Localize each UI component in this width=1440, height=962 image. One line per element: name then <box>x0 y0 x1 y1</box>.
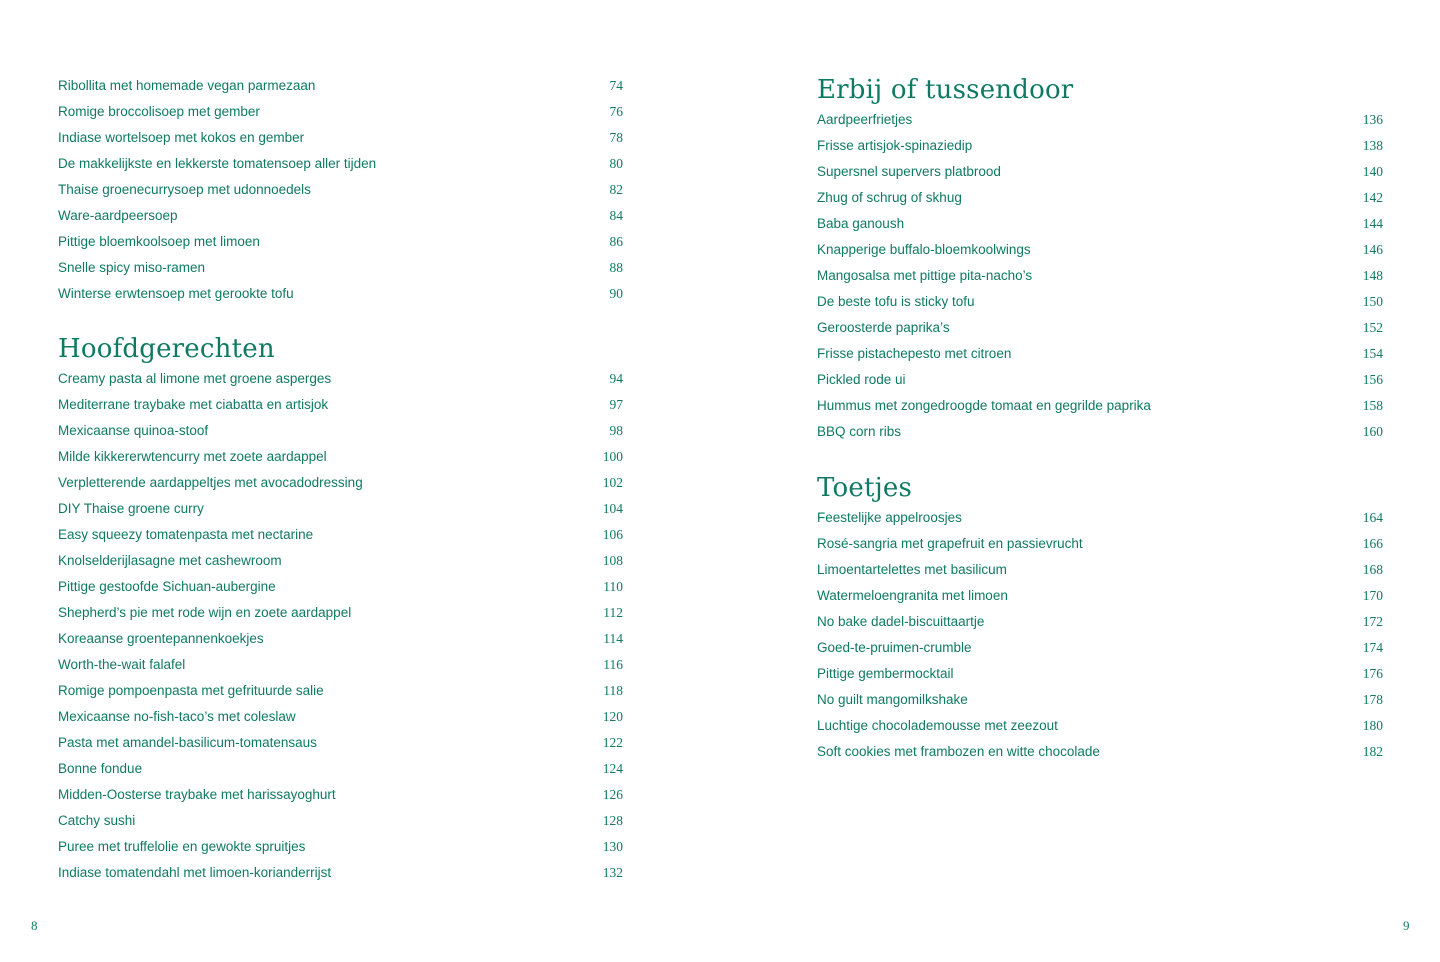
toc-entry-page-number: 146 <box>1362 242 1383 257</box>
toc-entry[interactable] <box>817 393 1383 419</box>
toc-entry-title: Frisse artisjok-spinaziedip <box>817 138 973 153</box>
toc-entry-title: Creamy pasta al limone met groene asperges <box>58 371 332 386</box>
toc-entry-page-number: 122 <box>602 735 623 750</box>
toc-entry[interactable] <box>58 366 623 392</box>
toc-entry-title: Easy squeezy tomatenpasta met nectarine <box>58 527 314 542</box>
toc-entry[interactable] <box>58 626 623 652</box>
toc-entry-title: Knapperige buffalo-bloemkoolwings <box>817 242 1031 257</box>
toc-entry[interactable] <box>817 237 1383 263</box>
section-entry-list <box>58 366 623 886</box>
toc-entry-title: De makkelijkste en lekkerste tomatensoep aller tijden <box>58 156 377 171</box>
toc-entry-page-number: 112 <box>603 605 623 620</box>
toc-entry-page-number: 80 <box>609 156 623 171</box>
toc-entry-title: Hummus met zongedroogde tomaat en gegrilde paprika <box>817 398 1151 413</box>
toc-entry-title: Pickled rode ui <box>817 372 906 387</box>
section-entry-list <box>817 505 1383 765</box>
toc-entry-title: Koreaanse groentepannenkoekjes <box>58 631 264 646</box>
toc-entry-page-number: 110 <box>603 579 623 594</box>
toc-entry[interactable] <box>58 834 623 860</box>
toc-entry-title: Thaise groenecurrysoep met udonnoedels <box>58 182 311 197</box>
toc-entry-title: DIY Thaise groene curry <box>58 501 204 516</box>
toc-entry-title: Mexicaanse quinoa-stoof <box>58 423 209 438</box>
toc-entry-title: Goed-te-pruimen-crumble <box>817 640 972 655</box>
toc-entry-title: Pittige bloemkoolsoep met limoen <box>58 234 260 249</box>
toc-entry-page-number: 174 <box>1362 640 1383 655</box>
toc-entry-page-number: 172 <box>1362 614 1383 629</box>
toc-entry-page-number: 82 <box>609 182 623 197</box>
section-heading: Hoofdgerechten <box>58 334 275 364</box>
toc-entry[interactable] <box>817 557 1383 583</box>
toc-entry-title: Indiase tomatendahl met limoen-korianderrijst <box>58 865 332 880</box>
toc-entry-title: Geroosterde paprika’s <box>817 320 950 335</box>
toc-entry-page-number: 168 <box>1362 562 1383 577</box>
toc-entry-page-number: 104 <box>602 501 623 516</box>
toc-entry-title: Milde kikkererwtencurry met zoete aardappel <box>58 449 327 464</box>
toc-entry-page-number: 148 <box>1362 268 1383 283</box>
toc-entry[interactable] <box>58 151 623 177</box>
toc-entry-title: Mangosalsa met pittige pita-nacho’s <box>817 268 1033 283</box>
toc-entry-page-number: 94 <box>609 371 623 386</box>
toc-entry-page-number: 156 <box>1362 372 1383 387</box>
toc-entry-page-number: 160 <box>1362 424 1383 439</box>
toc-entry-page-number: 118 <box>603 683 623 698</box>
toc-entry-title: Watermeloengranita met limoen <box>817 588 1008 603</box>
left-page-toc <box>58 73 623 886</box>
section-spacer <box>817 445 1383 471</box>
toc-entry[interactable] <box>58 574 623 600</box>
toc-entry[interactable] <box>58 255 623 281</box>
toc-entry-page-number: 140 <box>1362 164 1383 179</box>
toc-entry-title: Mexicaanse no-fish-taco’s met coleslaw <box>58 709 296 724</box>
toc-entry-page-number: 164 <box>1362 510 1383 525</box>
toc-entry[interactable] <box>58 704 623 730</box>
toc-entry[interactable] <box>58 730 623 756</box>
toc-entry-title: Romige pompoenpasta met gefrituurde salie <box>58 683 324 698</box>
section-heading: Erbij of tussendoor <box>817 75 1074 105</box>
toc-entry-title: Indiase wortelsoep met kokos en gember <box>58 130 305 145</box>
toc-entry[interactable] <box>58 203 623 229</box>
toc-entry[interactable] <box>817 505 1383 531</box>
toc-entry-title: Mediterrane traybake met ciabatta en artisjok <box>58 397 329 412</box>
toc-entry[interactable] <box>817 635 1383 661</box>
toc-entry-page-number: 128 <box>602 813 623 828</box>
toc-entry-title: Aardpeerfrietjes <box>817 112 913 127</box>
toc-entry[interactable] <box>817 367 1383 393</box>
toc-entry-page-number: 124 <box>602 761 623 776</box>
toc-entry-title: Romige broccolisoep met gember <box>58 104 260 119</box>
toc-entry-page-number: 74 <box>609 78 623 93</box>
toc-entry[interactable] <box>817 289 1383 315</box>
toc-entry[interactable] <box>58 281 623 307</box>
toc-entry[interactable] <box>58 177 623 203</box>
toc-entry[interactable] <box>58 808 623 834</box>
toc-entry[interactable] <box>58 678 623 704</box>
toc-entry-title: Catchy sushi <box>58 813 136 828</box>
toc-entry-title: Verpletterende aardappeltjes met avocadodressing <box>58 475 363 490</box>
toc-entry-title: Puree met truffelolie en gewokte spruitjes <box>58 839 306 854</box>
page-number-right: 9 <box>1403 918 1410 933</box>
toc-entry-title: De beste tofu is sticky tofu <box>817 294 975 309</box>
toc-entry-page-number: 182 <box>1362 744 1383 759</box>
soups-entry-list <box>58 73 623 307</box>
toc-entry[interactable] <box>58 548 623 574</box>
toc-entry-page-number: 126 <box>602 787 623 802</box>
toc-entry[interactable] <box>817 739 1383 765</box>
toc-entry-page-number: 76 <box>609 104 623 119</box>
toc-entry[interactable] <box>58 860 623 886</box>
toc-entry-page-number: 102 <box>602 475 623 490</box>
section-spacer <box>58 307 623 332</box>
toc-entry-title: Pittige gembermocktail <box>817 666 954 681</box>
toc-entry-page-number: 78 <box>609 130 623 145</box>
toc-entry[interactable] <box>817 341 1383 367</box>
toc-entry[interactable] <box>58 73 623 99</box>
toc-entry-title: Midden-Oosterse traybake met harissayoghurt <box>58 787 336 802</box>
toc-entry-page-number: 152 <box>1362 320 1383 335</box>
toc-entry-page-number: 88 <box>609 260 623 275</box>
toc-entry-page-number: 142 <box>1362 190 1383 205</box>
section-toetjes <box>817 471 1383 765</box>
toc-entry[interactable] <box>58 392 623 418</box>
toc-entry-title: Worth-the-wait falafel <box>58 657 186 672</box>
toc-entry-title: Shepherd’s pie met rode wijn en zoete aardappel <box>58 605 352 620</box>
toc-entry-page-number: 138 <box>1362 138 1383 153</box>
toc-entry-page-number: 97 <box>609 397 623 412</box>
toc-entry[interactable] <box>58 756 623 782</box>
toc-entry[interactable] <box>817 211 1383 237</box>
toc-entry-page-number: 150 <box>1362 294 1383 309</box>
toc-entry-page-number: 86 <box>609 234 623 249</box>
toc-entry[interactable] <box>58 444 623 470</box>
section-heading: Toetjes <box>817 473 913 503</box>
toc-entry-title: Frisse pistachepesto met citroen <box>817 346 1012 361</box>
toc-entry-page-number: 98 <box>609 423 623 438</box>
toc-entry-title: Snelle spicy miso-ramen <box>58 260 206 275</box>
toc-entry-title: BBQ corn ribs <box>817 424 902 439</box>
toc-entry-page-number: 90 <box>609 286 623 301</box>
toc-entry[interactable] <box>58 229 623 255</box>
toc-entry[interactable] <box>817 583 1383 609</box>
toc-entry-title: Bonne fondue <box>58 761 143 776</box>
toc-entry[interactable] <box>817 159 1383 185</box>
toc-entry[interactable] <box>817 687 1383 713</box>
toc-entry-page-number: 130 <box>602 839 623 854</box>
toc-entry[interactable] <box>58 125 623 151</box>
toc-entry-title: Limoentartelettes met basilicum <box>817 562 1007 577</box>
toc-entry-title: Knolselderijlasagne met cashewroom <box>58 553 282 568</box>
toc-entry-title: Pittige gestoofde Sichuan-aubergine <box>58 579 276 594</box>
toc-entry[interactable] <box>58 99 623 125</box>
toc-entry[interactable] <box>817 315 1383 341</box>
toc-entry-page-number: 170 <box>1362 588 1383 603</box>
toc-entry-page-number: 158 <box>1362 398 1383 413</box>
section-erbij-of-tussendoor <box>817 73 1383 445</box>
toc-entry-page-number: 84 <box>609 208 623 223</box>
toc-entry-title: Baba ganoush <box>817 216 905 231</box>
toc-entry-title: Feestelijke appelroosjes <box>817 510 962 525</box>
toc-entry[interactable] <box>817 133 1383 159</box>
toc-entry[interactable] <box>817 661 1383 687</box>
toc-entry-title: Supersnel supervers platbrood <box>817 164 1001 179</box>
toc-entry-page-number: 144 <box>1362 216 1383 231</box>
toc-entry-title: Ware-aardpeersoep <box>58 208 178 223</box>
toc-entry-page-number: 106 <box>602 527 623 542</box>
toc-entry-page-number: 166 <box>1362 536 1383 551</box>
toc-entry-title: Rosé-sangria met grapefruit en passievrucht <box>817 536 1083 551</box>
toc-entry-page-number: 116 <box>603 657 623 672</box>
toc-entry[interactable] <box>817 419 1383 445</box>
toc-entry-title: Ribollita met homemade vegan parmezaan <box>58 78 316 93</box>
toc-entry-page-number: 114 <box>603 631 623 646</box>
toc-entry[interactable] <box>58 782 623 808</box>
toc-entry[interactable] <box>58 652 623 678</box>
toc-entry[interactable] <box>58 470 623 496</box>
toc-entry[interactable] <box>817 713 1383 739</box>
toc-entry-page-number: 154 <box>1362 346 1383 361</box>
toc-entry[interactable] <box>817 609 1383 635</box>
toc-entry-page-number: 120 <box>602 709 623 724</box>
toc-entry-title: Pasta met amandel-basilicum-tomatensaus <box>58 735 317 750</box>
toc-entry-page-number: 176 <box>1362 666 1383 681</box>
toc-entry[interactable] <box>58 600 623 626</box>
toc-entry-page-number: 180 <box>1362 718 1383 733</box>
section-entry-list <box>817 107 1383 445</box>
toc-entry[interactable] <box>58 522 623 548</box>
toc-entry[interactable] <box>817 185 1383 211</box>
toc-entry-title: Zhug of schrug of skhug <box>817 190 962 205</box>
section-hoofdgerechten <box>58 332 623 886</box>
toc-entry-page-number: 108 <box>602 553 623 568</box>
toc-entry[interactable] <box>58 496 623 522</box>
toc-entry-page-number: 178 <box>1362 692 1383 707</box>
toc-entry[interactable] <box>817 263 1383 289</box>
page-number-left: 8 <box>31 918 38 933</box>
toc-entry[interactable] <box>817 107 1383 133</box>
toc-entry-page-number: 132 <box>602 865 623 880</box>
toc-entry-title: No bake dadel-biscuittaartje <box>817 614 985 629</box>
toc-entry-title: No guilt mangomilkshake <box>817 692 968 707</box>
toc-entry-page-number: 136 <box>1362 112 1383 127</box>
toc-entry[interactable] <box>817 531 1383 557</box>
right-page-toc <box>817 73 1383 765</box>
toc-entry-title: Soft cookies met frambozen en witte chocolade <box>817 744 1100 759</box>
toc-entry-title: Winterse erwtensoep met gerookte tofu <box>58 286 294 301</box>
toc-entry-page-number: 100 <box>602 449 623 464</box>
toc-entry-title: Luchtige chocolademousse met zeezout <box>817 718 1058 733</box>
toc-entry[interactable] <box>58 418 623 444</box>
